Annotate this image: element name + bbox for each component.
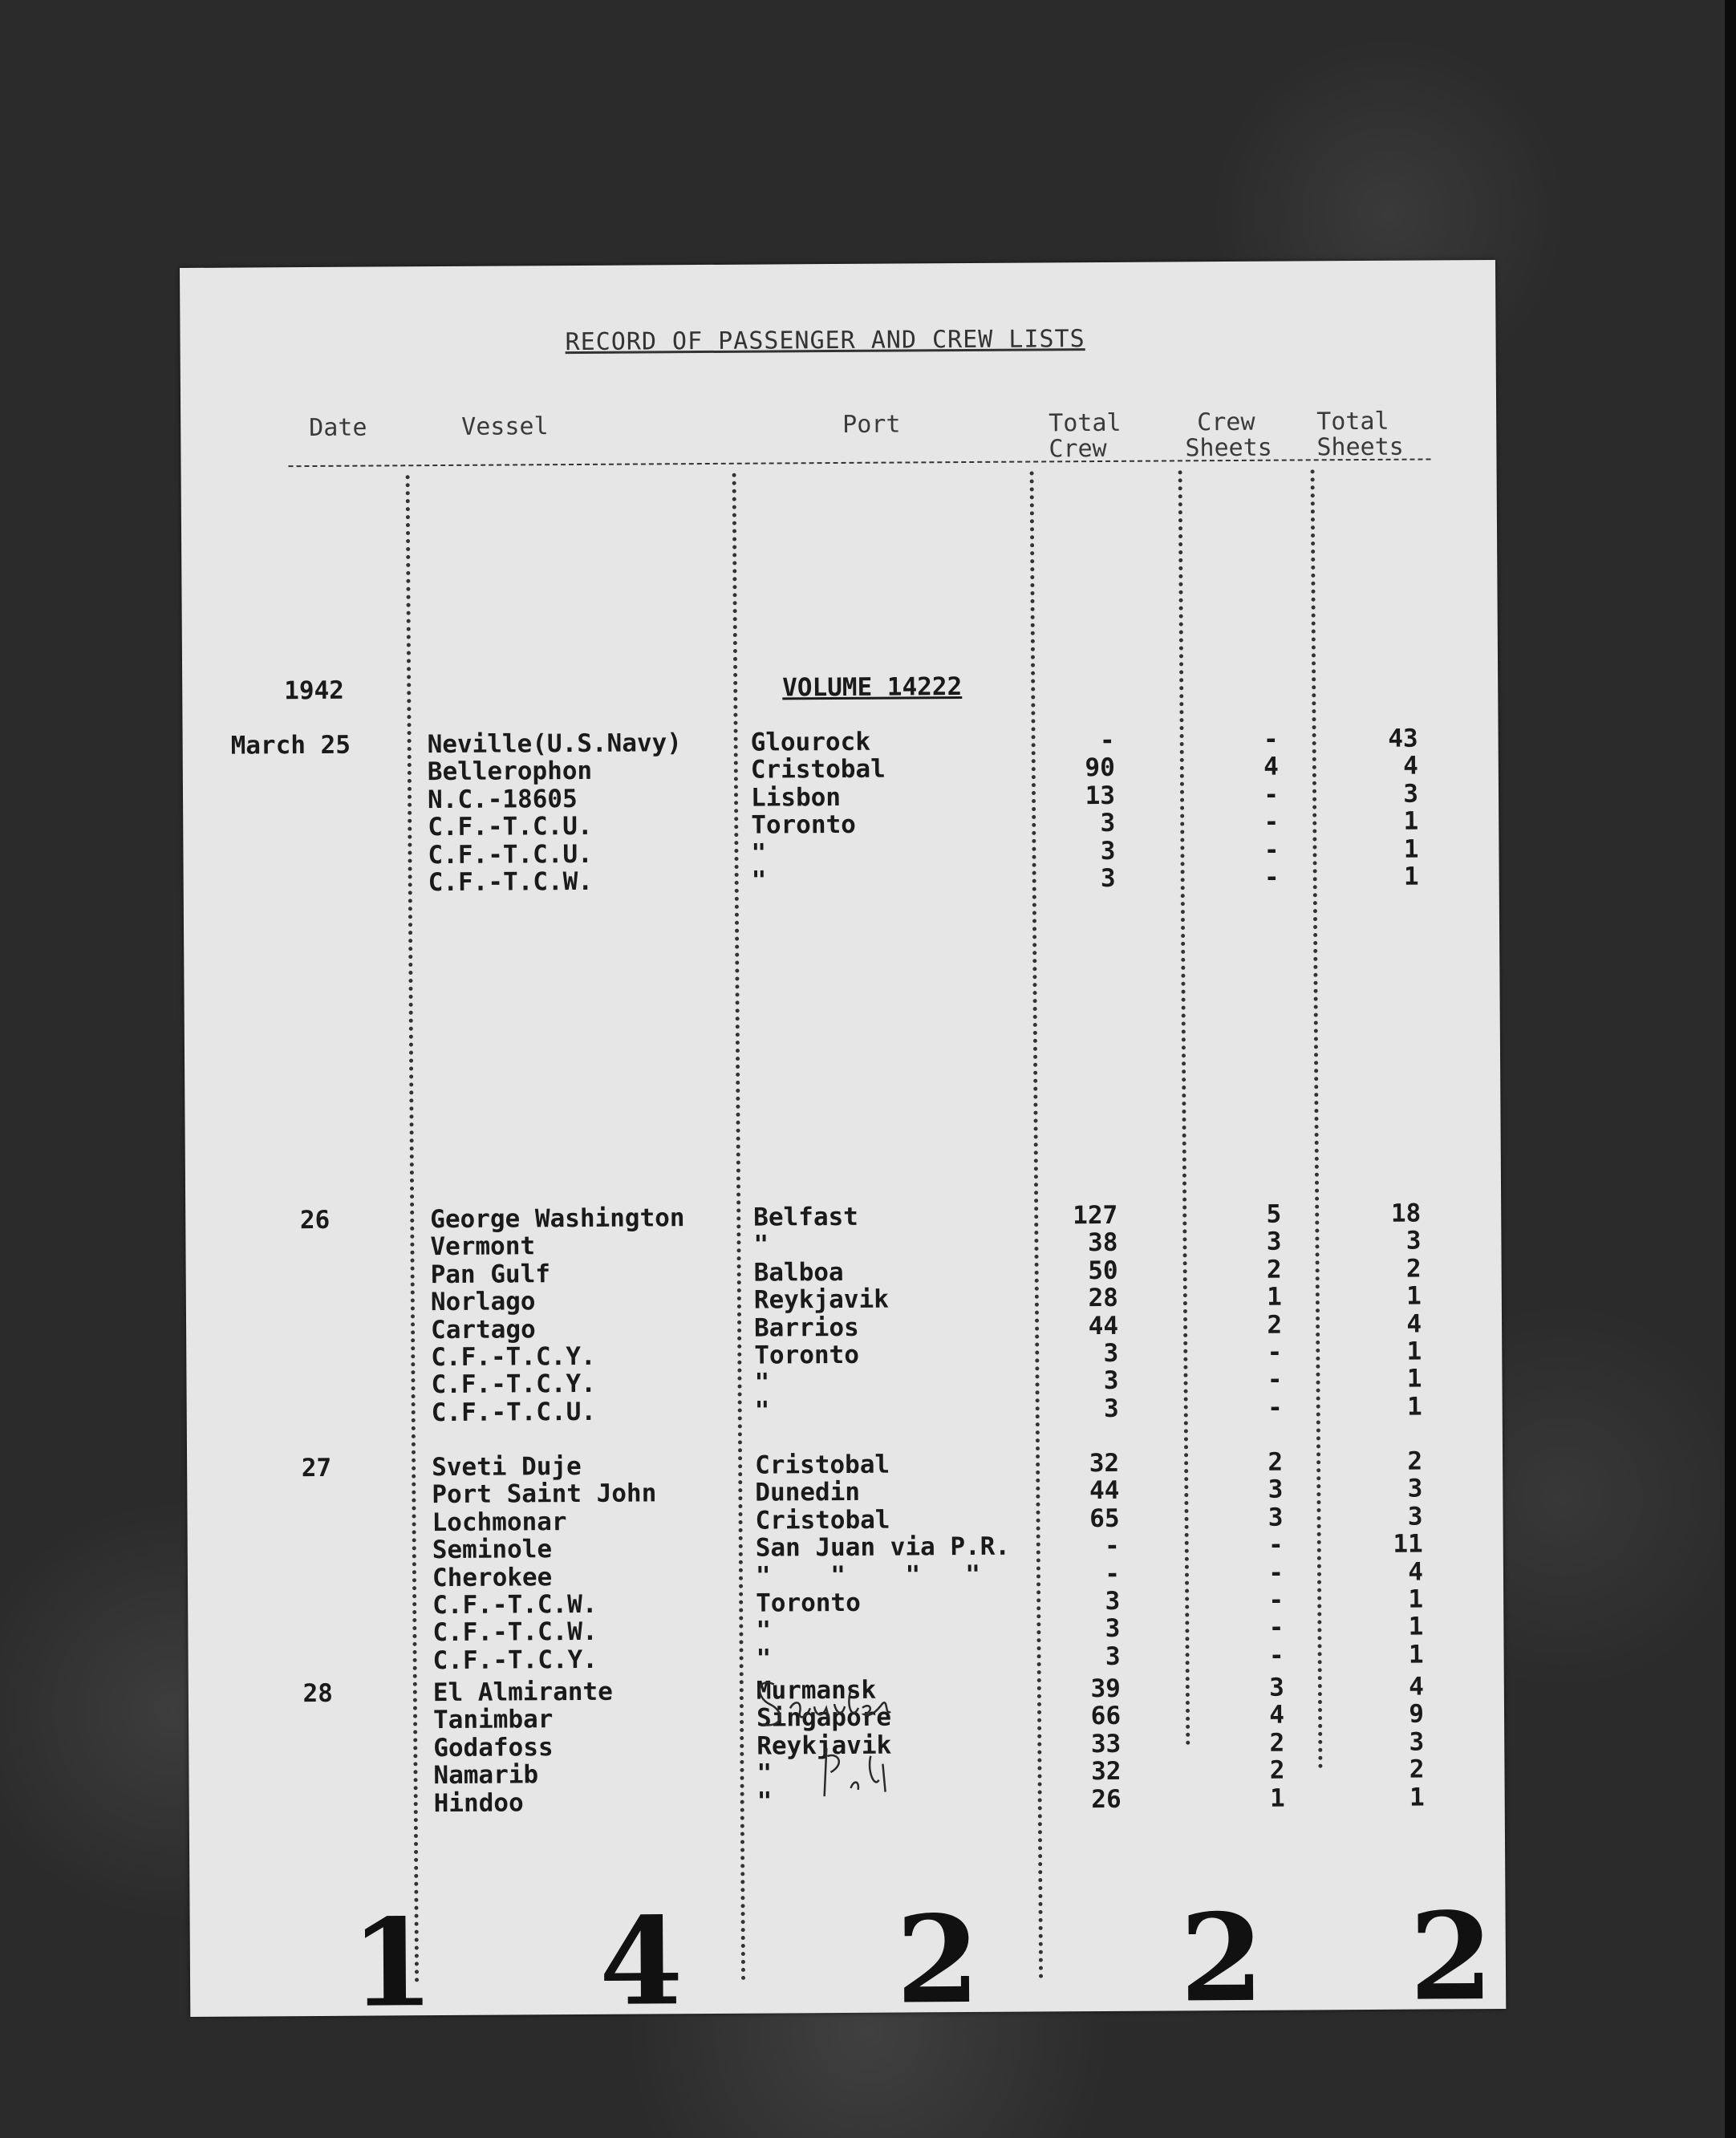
row-vessel: Norlago xyxy=(430,1287,536,1317)
row-date xyxy=(237,1734,333,1735)
row-date xyxy=(234,1371,331,1372)
row-total-sheets: 3 xyxy=(1407,1502,1423,1531)
row-vessel: C.F.-T.C.Y. xyxy=(432,1645,598,1675)
row-total-sheets: 2 xyxy=(1409,1755,1425,1784)
stamp-digit: 2 xyxy=(895,1888,980,2031)
row-vessel: George Washington xyxy=(430,1203,685,1235)
header-rule xyxy=(289,458,1431,467)
row-crew-sheets: 5 xyxy=(1266,1199,1282,1229)
row-date xyxy=(234,1288,331,1289)
row-total-crew: 33 xyxy=(1090,1729,1122,1759)
row-total-crew: 44 xyxy=(1088,1311,1119,1341)
row-total-sheets: 4 xyxy=(1406,1309,1422,1339)
stamp-digit: 1 xyxy=(350,1893,435,2035)
header-port: Port xyxy=(842,410,901,439)
row-crew-sheets: - xyxy=(1268,1558,1284,1588)
row-total-crew: 3 xyxy=(1103,1394,1119,1423)
row-total-sheets: 1 xyxy=(1406,1281,1422,1311)
row-total-crew: 38 xyxy=(1088,1228,1118,1258)
header-date: Date xyxy=(309,413,367,443)
header-total-crew-line2: Crew xyxy=(1048,434,1107,464)
row-port: Toronto xyxy=(754,1340,860,1370)
row-total-sheets: 4 xyxy=(1409,1672,1424,1702)
row-date xyxy=(236,1536,332,1537)
row-crew-sheets: - xyxy=(1263,862,1280,892)
row-total-crew: 66 xyxy=(1090,1702,1122,1731)
row-crew-sheets: 3 xyxy=(1268,1503,1284,1532)
row-date xyxy=(235,1399,331,1400)
row-vessel: C.F.-T.C.W. xyxy=(432,1589,598,1621)
row-port: " xyxy=(756,1787,773,1816)
row-total-crew: 44 xyxy=(1089,1476,1120,1506)
handwritten-signature xyxy=(750,1659,943,1804)
row-total-sheets: 43 xyxy=(1388,724,1418,753)
row-crew-sheets: 2 xyxy=(1266,1255,1282,1284)
row-total-sheets: 1 xyxy=(1408,1640,1424,1669)
row-vessel: Bellerophon xyxy=(427,757,593,787)
stamp-digit: 4 xyxy=(598,1891,683,2033)
row-port: Glourock xyxy=(750,727,871,757)
row-total-crew: 32 xyxy=(1091,1757,1122,1787)
row-crew-sheets: 2 xyxy=(1268,1447,1284,1477)
row-crew-sheets: - xyxy=(1268,1585,1284,1615)
row-port: Barrios xyxy=(753,1312,859,1343)
row-total-sheets: 11 xyxy=(1393,1529,1423,1559)
row-total-crew: 13 xyxy=(1085,781,1116,810)
row-vessel: C.F.-T.C.W. xyxy=(428,866,594,898)
row-crew-sheets: 4 xyxy=(1269,1701,1285,1730)
row-port: Cristobal xyxy=(755,1505,890,1536)
row-date xyxy=(231,813,327,814)
header-crew-sheets-line2: Sheets xyxy=(1185,433,1272,463)
row-vessel: Cartago xyxy=(430,1314,536,1345)
row-date xyxy=(234,1344,331,1345)
row-port: " xyxy=(751,866,767,895)
row-total-sheets: 9 xyxy=(1409,1699,1425,1730)
row-crew-sheets: - xyxy=(1263,780,1280,809)
row-vessel: Godafoss xyxy=(433,1732,554,1763)
row-vessel: Sveti Duje xyxy=(432,1451,582,1483)
row-date xyxy=(237,1789,334,1790)
row-port: " xyxy=(754,1368,770,1398)
row-vessel: Neville(U.S.Navy) xyxy=(427,728,683,760)
row-total-sheets: 1 xyxy=(1403,862,1419,891)
row-total-crew: 90 xyxy=(1085,753,1115,783)
row-total-sheets: 2 xyxy=(1407,1446,1423,1476)
row-total-crew: 3 xyxy=(1100,863,1116,894)
row-crew-sheets: 3 xyxy=(1268,1475,1284,1505)
row-date: 27 xyxy=(301,1453,332,1483)
row-total-crew: 3 xyxy=(1103,1366,1119,1396)
row-total-crew: 3 xyxy=(1100,809,1116,838)
row-total-crew: - xyxy=(1104,1531,1120,1561)
row-port: Toronto xyxy=(756,1588,861,1618)
header-vessel: Vessel xyxy=(461,412,549,441)
row-total-sheets: 3 xyxy=(1407,1474,1423,1504)
row-crew-sheets: 1 xyxy=(1267,1282,1282,1312)
row-crew-sheets: 2 xyxy=(1267,1310,1283,1340)
row-port: Cristobal xyxy=(755,1450,890,1480)
row-crew-sheets: - xyxy=(1267,1337,1283,1367)
row-crew-sheets: - xyxy=(1268,1530,1284,1560)
row-port: Toronto xyxy=(751,810,857,840)
row-date xyxy=(233,1233,330,1234)
row-total-crew: 3 xyxy=(1105,1586,1121,1616)
row-port: San Juan via P.R. xyxy=(755,1531,1011,1563)
row-crew-sheets: 1 xyxy=(1269,1783,1285,1813)
header-total-sheets-line1: Total xyxy=(1316,407,1389,436)
row-vessel: C.F.-T.C.W. xyxy=(432,1617,598,1648)
row-crew-sheets: 2 xyxy=(1269,1755,1285,1785)
row-vessel: El Almirante xyxy=(432,1677,613,1708)
row-total-crew: 3 xyxy=(1100,836,1116,866)
volume-label: VOLUME 14222 xyxy=(782,672,963,703)
row-total-sheets: 1 xyxy=(1408,1584,1424,1614)
row-total-sheets: 18 xyxy=(1390,1199,1422,1228)
row-port: " xyxy=(756,1616,772,1646)
row-total-crew: 3 xyxy=(1105,1614,1121,1644)
row-date: 26 xyxy=(299,1205,331,1235)
row-total-crew: 28 xyxy=(1088,1284,1118,1313)
row-date xyxy=(235,1509,331,1510)
row-port: Balboa xyxy=(753,1257,844,1288)
header-crew-sheets-line1: Crew xyxy=(1197,408,1255,437)
row-date xyxy=(234,1261,331,1262)
row-date xyxy=(231,841,327,842)
scan-edge xyxy=(1725,0,1736,2138)
row-total-crew: 26 xyxy=(1091,1784,1122,1814)
stamp-digit: 2 xyxy=(1179,1887,1264,2030)
row-total-crew: - xyxy=(1099,725,1115,756)
row-vessel: C.F.-T.C.U. xyxy=(428,839,593,870)
row-port: Reykjavik xyxy=(753,1284,889,1315)
row-total-crew: - xyxy=(1105,1559,1121,1588)
row-total-crew: 65 xyxy=(1089,1503,1120,1533)
row-port: Singapore xyxy=(756,1703,892,1734)
row-total-sheets: 1 xyxy=(1408,1612,1424,1642)
row-port: " xyxy=(753,1230,769,1260)
row-date xyxy=(237,1762,333,1763)
row-total-crew: 32 xyxy=(1089,1448,1120,1479)
row-port: Lisbon xyxy=(750,782,842,813)
row-total-sheets: 1 xyxy=(1406,1392,1422,1422)
row-total-crew: 39 xyxy=(1090,1673,1121,1704)
row-date xyxy=(231,786,327,787)
row-vessel: C.F.-T.C.U. xyxy=(431,1397,597,1427)
row-vessel: Pan Gulf xyxy=(430,1259,551,1289)
row-crew-sheets: 4 xyxy=(1263,753,1279,782)
row-date xyxy=(236,1619,332,1620)
row-vessel: Seminole xyxy=(432,1535,553,1565)
row-date: March 25 xyxy=(230,730,351,761)
row-total-sheets: 3 xyxy=(1405,1226,1422,1256)
row-vessel: Port Saint John xyxy=(432,1479,657,1510)
row-vessel: Tanimbar xyxy=(432,1705,554,1735)
row-crew-sheets: - xyxy=(1263,835,1280,865)
row-total-sheets: 2 xyxy=(1405,1254,1422,1284)
stamp-digit: 2 xyxy=(1409,1886,1494,2028)
row-crew-sheets: - xyxy=(1267,1393,1283,1422)
row-port: Cristobal xyxy=(750,755,886,785)
row-total-sheets: 1 xyxy=(1406,1337,1422,1366)
row-port: " xyxy=(754,1396,770,1426)
row-total-crew: 3 xyxy=(1103,1338,1119,1368)
header-total-crew-line1: Total xyxy=(1048,408,1122,438)
row-port: Reykjavik xyxy=(756,1730,892,1761)
row-port: " " " " xyxy=(755,1560,981,1591)
row-date xyxy=(237,1706,333,1707)
row-total-sheets: 1 xyxy=(1403,806,1419,836)
row-crew-sheets: 3 xyxy=(1269,1673,1284,1702)
row-vessel: C.F.-T.C.Y. xyxy=(431,1369,596,1400)
row-crew-sheets: - xyxy=(1267,1365,1283,1395)
row-total-sheets: 4 xyxy=(1408,1557,1424,1587)
year-label: 1942 xyxy=(284,675,344,706)
row-port: " xyxy=(756,1759,773,1788)
row-date xyxy=(235,1481,331,1482)
row-total-crew: 127 xyxy=(1073,1200,1118,1231)
row-vessel: Lochmonar xyxy=(432,1507,567,1537)
page-title: RECORD OF PASSENGER AND CREW LISTS xyxy=(565,325,1085,357)
row-total-sheets: 3 xyxy=(1409,1727,1425,1757)
row-total-sheets: 1 xyxy=(1406,1364,1422,1394)
row-vessel: Hindoo xyxy=(433,1788,524,1818)
row-total-sheets: 1 xyxy=(1403,834,1419,864)
row-date: 28 xyxy=(302,1678,333,1709)
row-port: Belfast xyxy=(753,1202,859,1232)
row-crew-sheets: 2 xyxy=(1269,1728,1285,1758)
row-date xyxy=(232,869,328,870)
row-date xyxy=(231,758,327,759)
row-crew-sheets: - xyxy=(1263,724,1279,754)
row-vessel: C.F.-T.C.Y. xyxy=(431,1341,596,1373)
row-vessel: Cherokee xyxy=(432,1562,553,1592)
row-vessel: N.C.-18605 xyxy=(427,784,578,814)
row-port: Dunedin xyxy=(755,1478,861,1508)
header-total-sheets-line2: Sheets xyxy=(1316,432,1404,462)
record-sheet xyxy=(180,260,1506,2035)
row-total-sheets: 3 xyxy=(1403,779,1419,809)
row-crew-sheets: - xyxy=(1263,807,1280,837)
row-crew-sheets: 3 xyxy=(1266,1227,1282,1257)
row-vessel: C.F.-T.C.U. xyxy=(428,812,593,842)
row-vessel: Vermont xyxy=(430,1231,536,1262)
row-port: " xyxy=(751,838,767,868)
row-crew-sheets: - xyxy=(1268,1613,1284,1643)
row-total-crew: 50 xyxy=(1088,1256,1118,1285)
row-vessel: Namarib xyxy=(433,1760,539,1791)
row-total-sheets: 1 xyxy=(1409,1783,1425,1812)
row-port: " xyxy=(756,1644,772,1673)
row-port: Murmansk xyxy=(756,1675,877,1706)
row-crew-sheets: - xyxy=(1268,1641,1284,1670)
row-total-crew: 3 xyxy=(1105,1641,1121,1671)
row-total-sheets: 4 xyxy=(1403,751,1418,781)
row-date xyxy=(237,1647,333,1648)
